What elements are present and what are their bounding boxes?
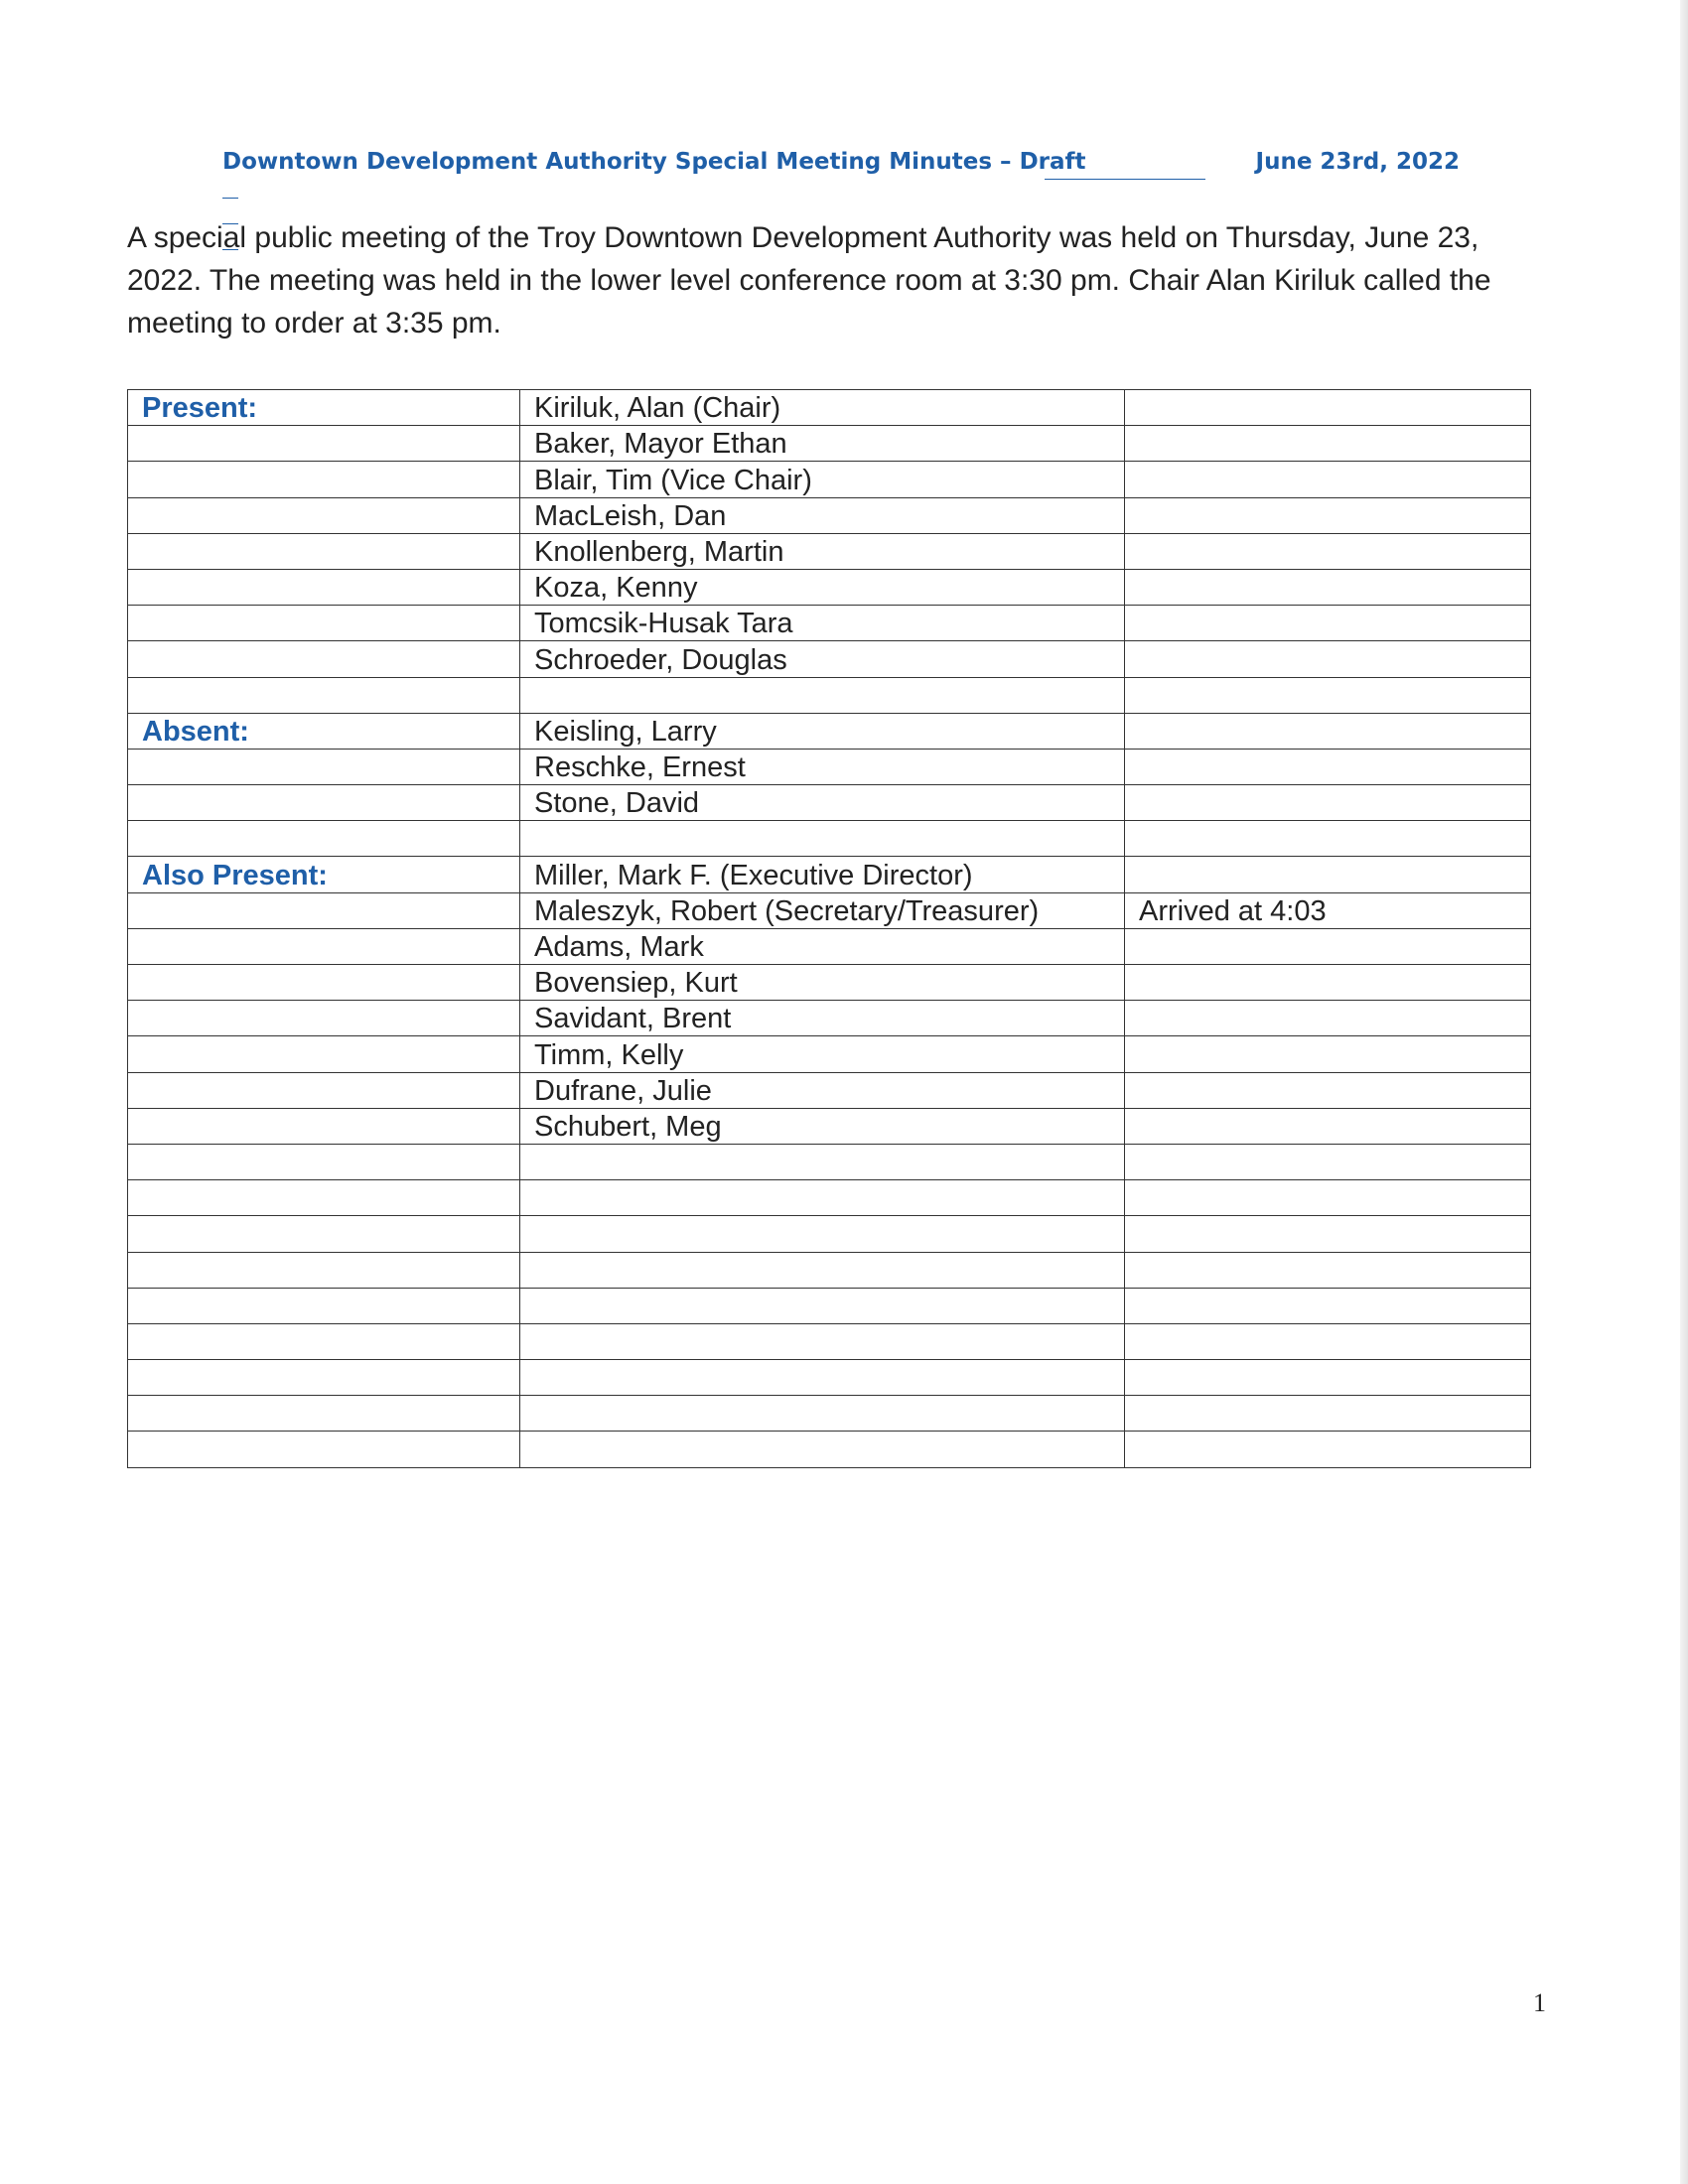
attendance-category-cell	[128, 1396, 520, 1432]
attendee-name-cell: Miller, Mark F. (Executive Director)	[520, 857, 1125, 892]
attendance-category-cell	[128, 928, 520, 964]
attendee-name-cell	[520, 1360, 1125, 1396]
attendance-category-cell	[128, 1036, 520, 1072]
attendee-note-cell	[1125, 1216, 1531, 1252]
attendance-category-cell	[128, 1108, 520, 1144]
table-row	[128, 892, 1531, 928]
attendee-name-cell: Stone, David	[520, 785, 1125, 821]
attendee-note-cell	[1125, 1001, 1531, 1036]
table-row	[128, 1288, 1531, 1323]
table-row	[128, 785, 1531, 821]
table-row	[128, 677, 1531, 713]
attendee-note-cell	[1125, 497, 1531, 533]
attendance-category-cell	[128, 1072, 520, 1108]
attendance-category-cell	[128, 1288, 520, 1323]
table-row	[128, 497, 1531, 533]
attendee-name-cell: Dufrane, Julie	[520, 1072, 1125, 1108]
attendee-note-cell	[1125, 1432, 1531, 1467]
attendance-category-cell	[128, 462, 520, 497]
attendee-name-cell: Kiriluk, Alan (Chair)	[520, 390, 1125, 426]
table-row	[128, 1072, 1531, 1108]
table-row	[128, 857, 1531, 892]
attendee-name-cell: Savidant, Brent	[520, 1001, 1125, 1036]
table-row	[128, 533, 1531, 569]
attendance-category-cell	[128, 641, 520, 677]
table-row	[128, 928, 1531, 964]
header-underline-gap	[1045, 149, 1205, 180]
attendance-category-cell	[128, 892, 520, 928]
attendee-note-cell	[1125, 713, 1531, 749]
attendee-name-cell: Schroeder, Douglas	[520, 641, 1125, 677]
attendee-name-cell: Adams, Mark	[520, 928, 1125, 964]
intro-paragraph: A special public meeting of the Troy Downtown Development Authority was held on Thursday, June 23, 2022. The meeting was held in the lower level conference room at 3:30 pm. Chair Alan Kiriluk called the meeting to order at 3:35 pm.	[127, 221, 1491, 340]
table-row	[128, 713, 1531, 749]
attendee-name-cell	[520, 1252, 1125, 1288]
attendee-note-cell	[1125, 1108, 1531, 1144]
table-row	[128, 1216, 1531, 1252]
document-header	[222, 149, 1460, 185]
attendee-note-cell	[1125, 1360, 1531, 1396]
attendee-name-cell	[520, 1396, 1125, 1432]
attendance-category-cell: Also Present:	[128, 857, 520, 892]
attendee-note-cell	[1125, 749, 1531, 784]
attendee-name-cell: MacLeish, Dan	[520, 497, 1125, 533]
attendee-name-cell	[520, 677, 1125, 713]
attendee-name-cell: Tomcsik-Husak Tara	[520, 606, 1125, 641]
attendee-note-cell	[1125, 606, 1531, 641]
attendee-note-cell: Arrived at 4:03	[1125, 892, 1531, 928]
attendee-note-cell	[1125, 1072, 1531, 1108]
attendance-category-cell	[128, 533, 520, 569]
attendee-note-cell	[1125, 1036, 1531, 1072]
attendee-name-cell: Schubert, Meg	[520, 1108, 1125, 1144]
attendance-category-cell	[128, 821, 520, 857]
table-row	[128, 1144, 1531, 1179]
attendee-name-cell	[520, 821, 1125, 857]
attendee-note-cell	[1125, 785, 1531, 821]
attendee-note-cell	[1125, 928, 1531, 964]
attendee-name-cell: Blair, Tim (Vice Chair)	[520, 462, 1125, 497]
attendee-name-cell: Bovensiep, Kurt	[520, 965, 1125, 1001]
attendance-category-cell	[128, 1360, 520, 1396]
document-date: June 23rd, 2022	[1255, 149, 1460, 175]
attendee-note-cell	[1125, 533, 1531, 569]
attendance-category-cell: Absent:	[128, 713, 520, 749]
attendance-category-cell	[128, 569, 520, 605]
attendance-category-cell	[128, 1216, 520, 1252]
attendee-name-cell	[520, 1180, 1125, 1216]
table-row	[128, 1001, 1531, 1036]
attendee-note-cell	[1125, 1252, 1531, 1288]
table-row	[128, 462, 1531, 497]
attendee-note-cell	[1125, 821, 1531, 857]
attendee-note-cell	[1125, 677, 1531, 713]
attendance-category-cell	[128, 965, 520, 1001]
table-row	[128, 965, 1531, 1001]
attendance-category-cell	[128, 1323, 520, 1359]
table-row	[128, 1108, 1531, 1144]
attendee-name-cell: Keisling, Larry	[520, 713, 1125, 749]
attendance-category-cell	[128, 1432, 520, 1467]
table-row	[128, 569, 1531, 605]
table-row	[128, 1252, 1531, 1288]
attendee-note-cell	[1125, 1288, 1531, 1323]
attendee-name-cell: Reschke, Ernest	[520, 749, 1125, 784]
attendee-name-cell	[520, 1288, 1125, 1323]
table-row	[128, 606, 1531, 641]
attendee-name-cell	[520, 1216, 1125, 1252]
attendance-table	[127, 389, 1531, 1468]
attendance-category-cell: Present:	[128, 390, 520, 426]
attendance-category-cell	[128, 1144, 520, 1179]
attendance-category-cell	[128, 785, 520, 821]
attendance-category-cell	[128, 426, 520, 462]
attendee-name-cell: Maleszyk, Robert (Secretary/Treasurer)	[520, 892, 1125, 928]
attendance-category-cell	[128, 606, 520, 641]
attendee-note-cell	[1125, 390, 1531, 426]
table-row	[128, 1036, 1531, 1072]
attendee-note-cell	[1125, 1396, 1531, 1432]
attendee-name-cell: Koza, Kenny	[520, 569, 1125, 605]
attendee-note-cell	[1125, 641, 1531, 677]
attendee-name-cell: Knollenberg, Martin	[520, 533, 1125, 569]
attendee-note-cell	[1125, 965, 1531, 1001]
attendee-note-cell	[1125, 857, 1531, 892]
page-edge	[1680, 0, 1688, 2184]
attendance-category-cell	[128, 1252, 520, 1288]
attendance-category-cell	[128, 677, 520, 713]
table-row	[128, 1323, 1531, 1359]
attendance-category-cell	[128, 749, 520, 784]
table-row	[128, 1396, 1531, 1432]
attendee-note-cell	[1125, 426, 1531, 462]
attendee-name-cell	[520, 1323, 1125, 1359]
attendee-note-cell	[1125, 1144, 1531, 1179]
attendee-name-cell: Baker, Mayor Ethan	[520, 426, 1125, 462]
table-row	[128, 749, 1531, 784]
attendance-table-body	[128, 390, 1531, 1468]
document-title: Downtown Development Authority Special Meeting Minutes – Draft	[222, 149, 1086, 175]
attendee-name-cell	[520, 1432, 1125, 1467]
attendee-note-cell	[1125, 1180, 1531, 1216]
attendee-note-cell	[1125, 1323, 1531, 1359]
attendance-category-cell	[128, 497, 520, 533]
table-row	[128, 390, 1531, 426]
attendee-note-cell	[1125, 569, 1531, 605]
attendee-name-cell	[520, 1144, 1125, 1179]
table-row	[128, 1360, 1531, 1396]
table-row	[128, 426, 1531, 462]
attendee-note-cell	[1125, 462, 1531, 497]
table-row	[128, 641, 1531, 677]
table-row	[128, 1180, 1531, 1216]
attendance-category-cell	[128, 1001, 520, 1036]
table-row	[128, 821, 1531, 857]
attendance-category-cell	[128, 1180, 520, 1216]
attendee-name-cell: Timm, Kelly	[520, 1036, 1125, 1072]
table-row	[128, 1432, 1531, 1467]
page-number: 1	[1533, 1988, 1546, 2017]
